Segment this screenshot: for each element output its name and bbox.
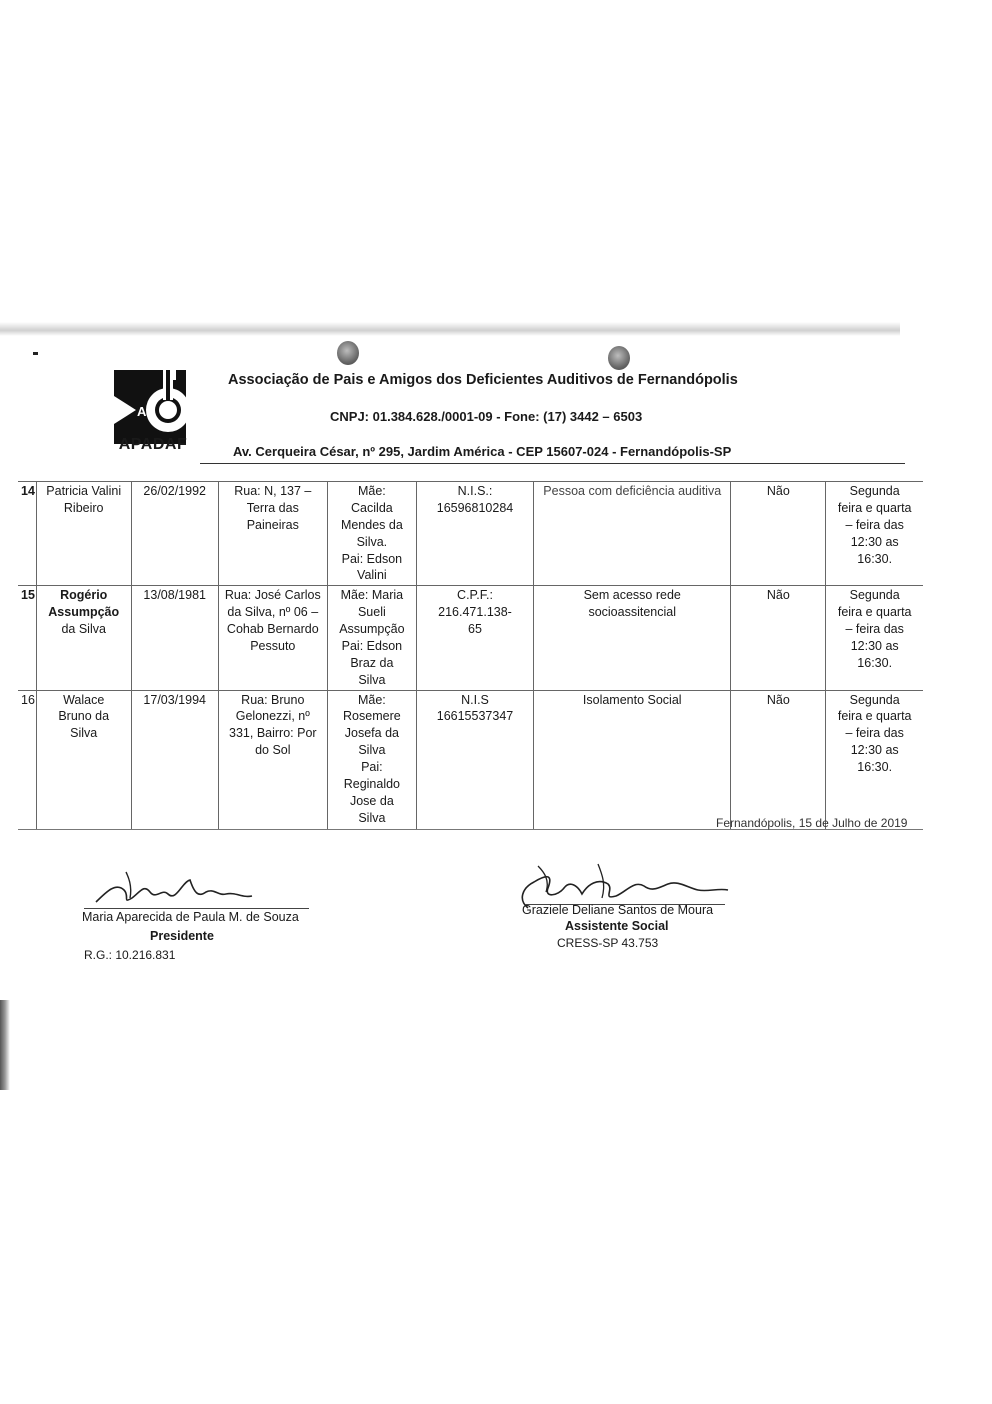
parents-cell: Mãe: Rosemere Josefa da Silva Pai: Reginaldo Jose da Silva — [327, 690, 416, 829]
address-line: Av. Cerqueira César, nº 295, Jardim América - CEP 15607-024 - Fernandópolis-SP — [233, 444, 732, 459]
document-cell: N.I.S 16615537347 — [416, 690, 533, 829]
organization-title: Associação de Pais e Amigos dos Deficientes Auditivos de Fernandópolis — [228, 372, 738, 388]
situation-cell: Pessoa com deficiência auditiva — [534, 482, 731, 586]
parents-cell: Mãe: Cacilda Mendes da Silva. Pai: Edson Valini — [327, 482, 416, 586]
president-name: Maria Aparecida de Paula M. de Souza — [82, 910, 299, 924]
table-row — [18, 690, 923, 829]
cnpj-phone-line: CNPJ: 01.384.628./0001-09 - Fone: (17) 3442 – 6503 — [330, 409, 643, 424]
president-rg: R.G.: 10.216.831 — [84, 948, 176, 962]
address-cell: Rua: N, 137 – Terra das Paineiras — [218, 482, 327, 586]
birth-date-cell: 17/03/1994 — [131, 690, 218, 829]
header-divider — [200, 463, 905, 464]
address-cell: Rua: Bruno Gelonezzi, nº 331, Bairro: Por do Sol — [218, 690, 327, 829]
social-worker-cress: CRESS-SP 43.753 — [557, 936, 659, 950]
beneficiary-table — [18, 481, 923, 830]
name-cell: Rogério Assumpção da Silva — [36, 586, 131, 690]
document-cell: N.I.S.: 16596810284 — [416, 482, 533, 586]
president-role: Presidente — [150, 929, 214, 943]
president-signature — [86, 862, 286, 912]
svg-text:A: A — [137, 404, 147, 419]
scan-edge — [0, 1000, 10, 1090]
birth-date-cell: 13/08/1981 — [131, 586, 218, 690]
punch-hole — [608, 346, 630, 370]
situation-cell: Sem acesso rede socioassitencial — [534, 586, 731, 690]
answer-cell: Não — [731, 482, 826, 586]
row-number: 14 — [18, 482, 36, 586]
table-row — [18, 482, 923, 586]
schedule-cell: Segunda feira e quarta – feira das 12:30 as 16:30. — [826, 690, 923, 829]
social-worker-name: Graziele Deliane Santos de Moura — [522, 903, 714, 917]
situation-cell: Isolamento Social — [534, 690, 731, 829]
parents-cell: Mãe: Maria Sueli Assumpção Pai: Edson Braz da Silva — [327, 586, 416, 690]
address-cell: Rua: José Carlos da Silva, nº 06 – Cohab Bernardo Pessuto — [218, 586, 327, 690]
logo-text: APADAF — [118, 436, 188, 453]
birth-date-cell: 26/02/1992 — [131, 482, 218, 586]
place-date: Fernandópolis, 15 de Julho de 2019 — [716, 816, 908, 830]
schedule-cell: Segunda feira e quarta – feira das 12:30 as 16:30. — [826, 586, 923, 690]
schedule-cell: Segunda feira e quarta – feira das 12:30 as 16:30. — [826, 482, 923, 586]
punch-hole — [337, 341, 359, 365]
scan-shadow-line — [0, 322, 900, 336]
name-cell: Patricia Valini Ribeiro — [36, 482, 131, 586]
table-row — [18, 586, 923, 690]
name-cell: Walace Bruno da Silva — [36, 690, 131, 829]
signature-line — [84, 908, 309, 909]
answer-cell: Não — [731, 586, 826, 690]
answer-cell: Não — [731, 690, 826, 829]
row-number: 15 — [18, 586, 36, 690]
social-worker-role: Assistente Social — [565, 919, 669, 933]
document-cell: C.P.F.: 216.471.138- 65 — [416, 586, 533, 690]
row-number: 16 — [18, 690, 36, 829]
scan-mark — [33, 352, 38, 355]
